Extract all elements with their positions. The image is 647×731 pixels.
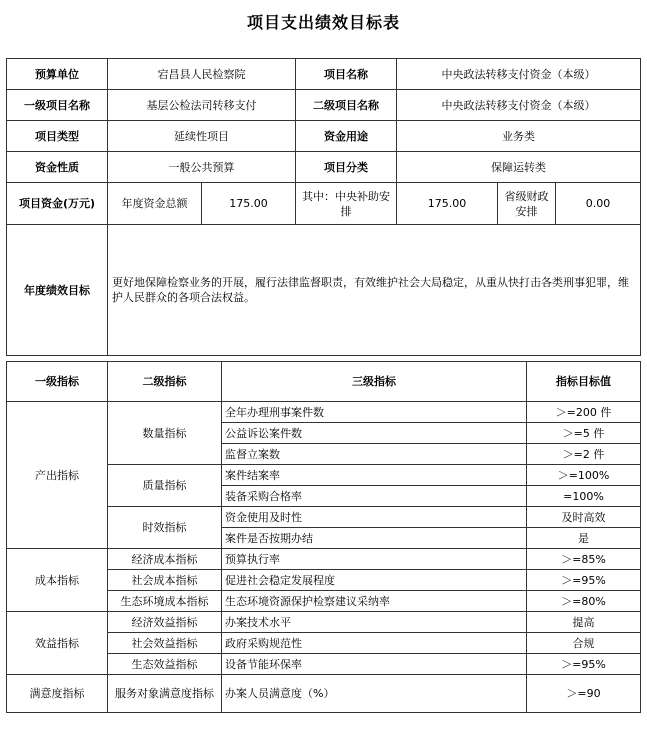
target-value: =100% [527,486,641,507]
project-class-label: 项目分类 [296,152,397,183]
level3-name: 预算执行率 [222,549,527,570]
target-value: ＞=95% [527,654,641,675]
level2-name: 社会成本指标 [108,570,222,591]
project-info-table [6,58,641,356]
header-level2: 二级指标 [108,362,222,402]
level3-name: 案件结案率 [222,465,527,486]
table-row [7,612,641,633]
level3-name: 设备节能环保率 [222,654,527,675]
project-class-value: 保障运转类 [397,152,641,183]
fund-nature-value: 一般公共预算 [108,152,296,183]
benefit-indicator-label: 效益指标 [7,612,108,675]
satisfaction-indicator-label: 满意度指标 [7,675,108,713]
level3-name: 装备采购合格率 [222,486,527,507]
project-name-value: 中央政法转移支付资金（本级） [397,59,641,90]
target-value: ＞=2 件 [527,444,641,465]
level3-name: 办案人员满意度（%） [222,675,527,713]
annual-total-label: 年度资金总额 [108,183,202,225]
level3-name: 全年办理刑事案件数 [222,402,527,423]
provincial-label: 省级财政安排 [498,183,556,225]
header-level3: 三级指标 [222,362,527,402]
funds-label: 项目资金(万元) [7,183,108,225]
fund-nature-label: 资金性质 [7,152,108,183]
indicators-table [6,361,641,713]
goal-label: 年度绩效目标 [7,225,108,356]
level2-name: 服务对象满意度指标 [108,675,222,713]
project-type-label: 项目类型 [7,121,108,152]
output-indicator-label: 产出指标 [7,402,108,549]
level2-name: 生态环境成本指标 [108,591,222,612]
quantity-indicator-label: 数量指标 [108,402,222,465]
header-target: 指标目标值 [527,362,641,402]
target-value: ＞=100% [527,465,641,486]
fund-use-value: 业务类 [397,121,641,152]
level2-project-value: 中央政法转移支付资金（本级） [397,90,641,121]
level2-name: 社会效益指标 [108,633,222,654]
target-value: 及时高效 [527,507,641,528]
target-value: 提高 [527,612,641,633]
target-value: ＞=200 件 [527,402,641,423]
provincial-value: 0.00 [556,183,641,225]
budget-unit-value: 宕昌县人民检察院 [108,59,296,90]
level2-name: 经济成本指标 [108,549,222,570]
level3-name: 生态环境资源保护检察建议采纳率 [222,591,527,612]
target-value: ＞=5 件 [527,423,641,444]
level1-project-value: 基层公检法司转移支付 [108,90,296,121]
table-row [7,549,641,570]
central-label: 其中：中央补助安排 [296,183,397,225]
target-value: ＞=85% [527,549,641,570]
cost-indicator-label: 成本指标 [7,549,108,612]
timeliness-indicator-label: 时效指标 [108,507,222,549]
goal-text: 更好地保障检察业务的开展，履行法律监督职责，有效维护社会大局稳定，从重从快打击各类刑事犯罪，维护人民群众的各项合法权益。 [108,225,641,356]
annual-total-value: 175.00 [202,183,296,225]
central-value: 175.00 [397,183,498,225]
table-row [7,402,641,423]
target-value: ＞=90 [527,675,641,713]
level3-name: 促进社会稳定发展程度 [222,570,527,591]
target-value: ＞=80% [527,591,641,612]
level2-name: 生态效益指标 [108,654,222,675]
target-value: ＞=95% [527,570,641,591]
level3-name: 监督立案数 [222,444,527,465]
level3-name: 资金使用及时性 [222,507,527,528]
page-title: 项目支出绩效目标表 [246,13,400,32]
target-value: 是 [527,528,641,549]
project-type-value: 延续性项目 [108,121,296,152]
level2-name: 经济效益指标 [108,612,222,633]
level3-name: 政府采购规范性 [222,633,527,654]
level3-name: 办案技术水平 [222,612,527,633]
project-name-label: 项目名称 [296,59,397,90]
level3-name: 公益诉讼案件数 [222,423,527,444]
fund-use-label: 资金用途 [296,121,397,152]
header-level1: 一级指标 [7,362,108,402]
budget-unit-label: 预算单位 [7,59,108,90]
level1-project-label: 一级项目名称 [7,90,108,121]
target-value: 合规 [527,633,641,654]
table-row [7,675,641,713]
level3-name: 案件是否按期办结 [222,528,527,549]
level2-project-label: 二级项目名称 [296,90,397,121]
quality-indicator-label: 质量指标 [108,465,222,507]
